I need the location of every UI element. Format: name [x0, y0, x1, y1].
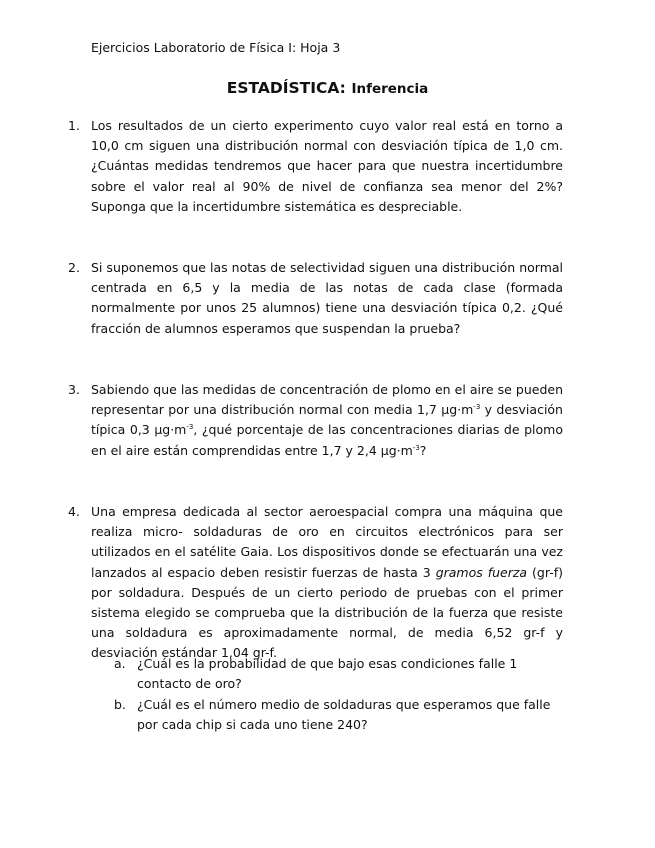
unit: μg·m	[154, 422, 187, 438]
subitem-text: ¿Cuál es la probabilidad de que bajo esas condiciones falle 1 contacto de oro?	[137, 656, 518, 692]
title-sub: Inferencia	[351, 81, 429, 97]
subitem-letter: b.	[114, 697, 126, 712]
exercise-2	[68, 258, 563, 339]
sheet-header: Ejercicios Laboratorio de Física I: Hoja 3	[91, 40, 341, 55]
emphasis: gramos fuerza	[435, 564, 528, 580]
subitem-text: ¿Cuál es el número medio de soldaduras que esperamos que falle por cada chip si cada uno tiene 240?	[137, 697, 551, 733]
exercise-text	[91, 380, 563, 461]
subitem-letter: a.	[114, 656, 126, 671]
exercise-text-part: ?	[419, 442, 427, 458]
exercise-text	[91, 502, 563, 664]
page-title	[0, 78, 655, 97]
exercise-text-part: y desviación típica 0,3	[91, 402, 563, 438]
exercise-3	[68, 380, 563, 461]
exercise-text: Si suponemos que las notas de selectividad siguen una distribución normal centrada en 6,5 y la media de las notas de cada clase (formada normalmente por unos 25 alumnos) tiene una desviación típica 0,2. ¿Qué fracción de alumnos esperamos que suspendan la prueba?	[91, 260, 563, 336]
unit: μg·m	[441, 402, 474, 418]
unit-exponent: -3	[186, 423, 194, 432]
exercise-number: 1.	[68, 118, 80, 133]
exercise-text-part: (gr-f) por soldadura. Después de un cierto periodo de pruebas con el primer sistema elegido se comprueba que la distribución de la fuerza que resiste una soldadura es aproximadamente normal, de media 6,52 gr-f y desviación estándar 1,04 gr-f.	[91, 564, 563, 661]
unit-exponent: -3	[473, 403, 481, 412]
exercise-4	[68, 502, 563, 664]
subitem-b	[114, 695, 564, 735]
exercise-text-part: , ¿qué porcentaje de las concentraciones diarias de plomo en el aire están comprendidas entre 1,7 y 2,4	[91, 422, 563, 458]
exercise-text-part: Una empresa dedicada al sector aeroespacial compra una máquina que realiza micro- soldaduras de oro en circuitos electrónicos para ser utilizados en el satélite Gaia. Los dispositivos donde se efectuarán una vez lanzados al espacio deben resistir fuerzas de hasta 3	[91, 504, 563, 580]
subitem-a	[114, 654, 564, 694]
exercise-text-part: Sabiendo que las medidas de concentración de plomo en el aire se pueden representar por una distribución normal con media 1,7	[91, 382, 563, 418]
exercise-number: 4.	[68, 504, 80, 519]
exercise-number: 2.	[68, 260, 80, 275]
exercise-1	[68, 116, 563, 217]
exercise-text: Los resultados de un cierto experimento cuyo valor real está en torno a 10,0 cm siguen una distribución normal con desviación típica de 1,0 cm. ¿Cuántas medidas tendremos que hacer para que nuestra incertidumbre sobre el valor real al 90% de nivel de confianza sea menor del 2%? Suponga que la incertidumbre sistemática es despreciable.	[91, 118, 563, 214]
title-main: ESTADÍSTICA:	[226, 79, 346, 97]
unit: μg·m	[380, 442, 413, 458]
exercise-number: 3.	[68, 382, 80, 397]
unit-exponent: -3	[412, 443, 420, 452]
